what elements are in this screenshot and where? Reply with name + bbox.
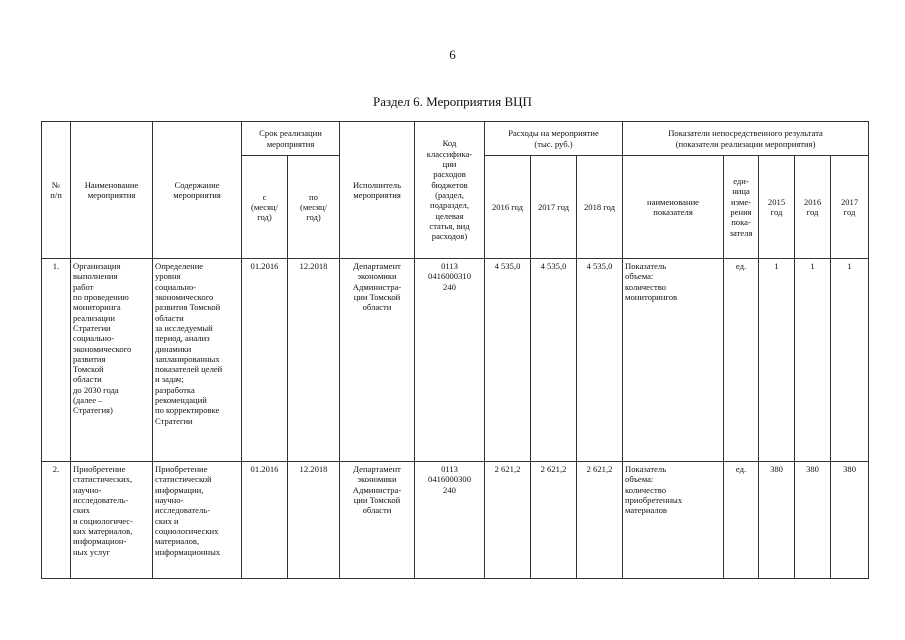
row-ind-2015: 1 xyxy=(759,259,795,462)
header-period-group: Срок реализации мероприятия xyxy=(242,122,340,156)
row-content: Приобретение статистической информации, научно- исследователь- ских и социологических материалов, информационных xyxy=(153,462,242,579)
row-indicator: Показатель объема: количество мониторингов xyxy=(623,259,724,462)
row-exp-2016: 4 535,0 xyxy=(485,259,531,462)
header-exp-2018: 2018 год xyxy=(577,156,623,259)
page-number: 6 xyxy=(449,47,456,62)
row-to: 12.2018 xyxy=(288,462,340,579)
row-code: 0113 0416000310 240 xyxy=(415,259,485,462)
row-from: 01.2016 xyxy=(242,462,288,579)
header-indicator-name: наименование показателя xyxy=(623,156,724,259)
header-period-to: по (месяц/ год) xyxy=(288,156,340,259)
row-to: 12.2018 xyxy=(288,259,340,462)
header-results-group: Показатели непосредственного результата (показатели реализации мероприятия) xyxy=(623,122,869,156)
row-ind-2015: 380 xyxy=(759,462,795,579)
row-code: 0113 0416000300 240 xyxy=(415,462,485,579)
header-ind-2015: 2015 год xyxy=(759,156,795,259)
row-exp-2017: 2 621,2 xyxy=(531,462,577,579)
row-ind-2017: 380 xyxy=(831,462,869,579)
measures-table xyxy=(41,121,869,579)
row-name: Организация выполнения работ по проведению мониторинга реализации Стратегии социально- экономического развития Томской области до 2030 года (далее – Стратегия) xyxy=(71,259,153,462)
row-exp-2018: 2 621,2 xyxy=(577,462,623,579)
row-indicator: Показатель объема: количество приобретенных материалов xyxy=(623,462,724,579)
row-content: Определение уровня социально- экономического развития Томской области за исследуемый период, анализ динамики запланированных показателей целей и задач; разработка рекомендаций по корректировке Стратегии xyxy=(153,259,242,462)
row-ind-2016: 380 xyxy=(795,462,831,579)
header-ind-2017: 2017 год xyxy=(831,156,869,259)
row-from: 01.2016 xyxy=(242,259,288,462)
header-expenses-group: Расходы на мероприятие (тыс. руб.) xyxy=(485,122,623,156)
header-ind-2016: 2016 год xyxy=(795,156,831,259)
header-content: Содержание мероприятия xyxy=(153,122,242,259)
row-exp-2017: 4 535,0 xyxy=(531,259,577,462)
row-exp-2018: 4 535,0 xyxy=(577,259,623,462)
table-row xyxy=(42,259,869,462)
row-ind-2016: 1 xyxy=(795,259,831,462)
row-num: 2. xyxy=(42,462,71,579)
row-executor: Департамент экономики Администра- ции Томской области xyxy=(340,259,415,462)
row-ind-2017: 1 xyxy=(831,259,869,462)
header-exp-2016: 2016 год xyxy=(485,156,531,259)
row-num: 1. xyxy=(42,259,71,462)
table-row xyxy=(42,462,869,579)
section-title: Раздел 6. Мероприятия ВЦП xyxy=(373,94,532,109)
row-unit: ед. xyxy=(724,259,759,462)
row-executor: Департамент экономики Администра- ции Томской области xyxy=(340,462,415,579)
header-period-from: с (месяц/ год) xyxy=(242,156,288,259)
header-budget-code: Код классифика- ции расходов бюджетов (раздел, подраздел, целевая статья, вид расходов) xyxy=(415,122,485,259)
header-executor: Исполнитель мероприятия xyxy=(340,122,415,259)
row-exp-2016: 2 621,2 xyxy=(485,462,531,579)
row-name: Приобретение статистических, научно- исследователь- ских и социологичес- ких материалов, информацион- ных услуг xyxy=(71,462,153,579)
row-unit: ед. xyxy=(724,462,759,579)
header-name: Наименование мероприятия xyxy=(71,122,153,259)
header-exp-2017: 2017 год xyxy=(531,156,577,259)
header-num: № п/п xyxy=(42,122,71,259)
header-unit: еди- ница изме- рения пока- зателя xyxy=(724,156,759,259)
